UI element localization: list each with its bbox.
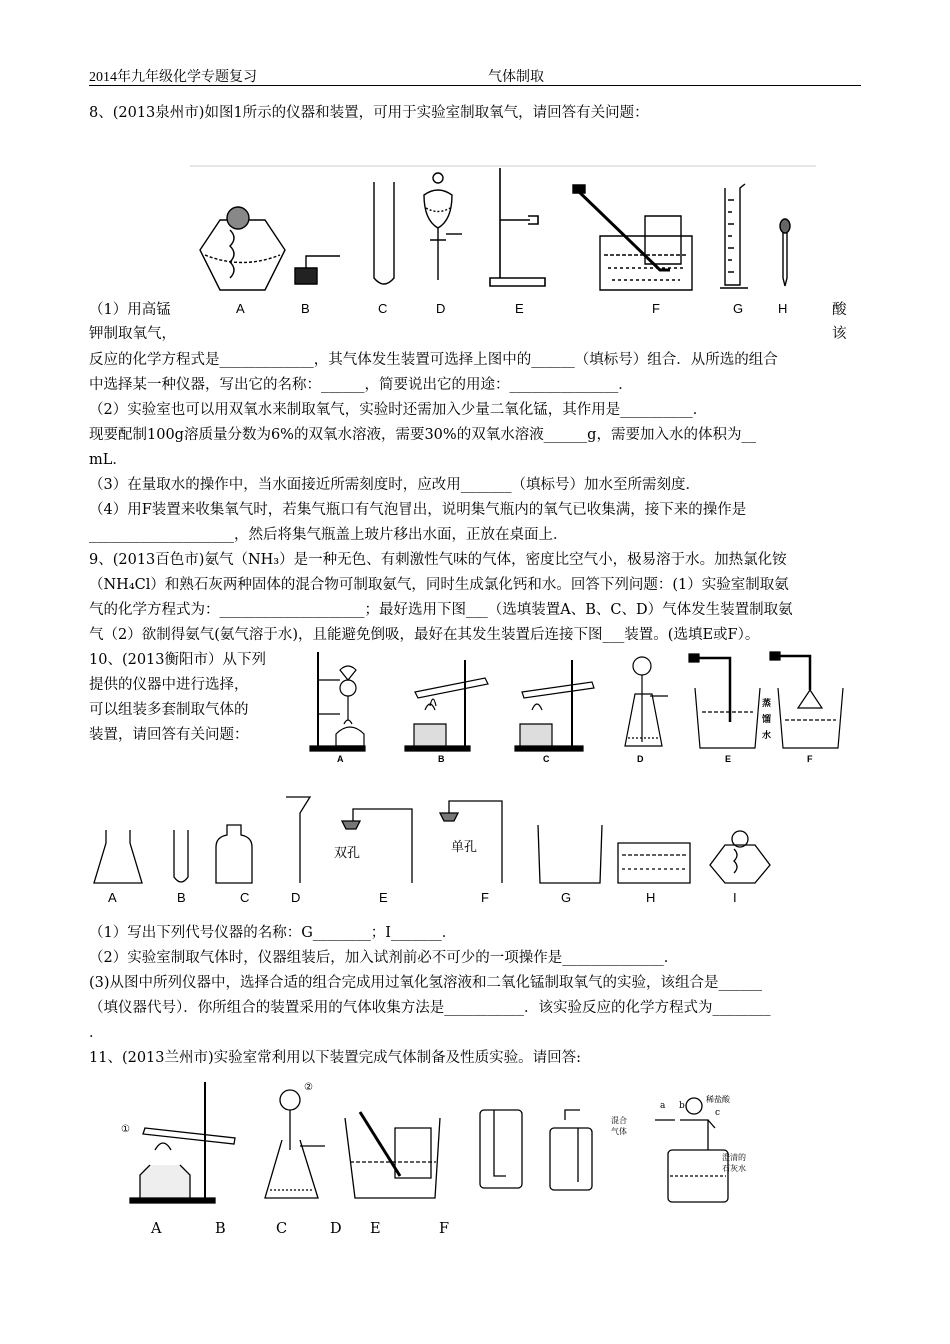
figure-label-b: B xyxy=(215,1221,226,1237)
q8-line6: （3）在量取水的操作中，当水面接近所需刻度时，应改用_______（填标号）加水至所需刻度． xyxy=(89,477,700,493)
figure-label-h: H xyxy=(778,301,788,316)
figure-label-f: F xyxy=(481,890,489,905)
figure-label-d: D xyxy=(291,890,301,905)
q10-line5: ． xyxy=(89,1025,104,1041)
figure-label-e: E xyxy=(379,890,388,905)
q8-line4: 现要配制100g溶质量分数为6%的双氧水溶液，需要30%的双氧水溶液______g，需要加入水的体积为__ xyxy=(89,427,756,443)
alcohol-lamp-icon xyxy=(200,207,285,290)
q10-intro-4: 装置，请回答有关问题： xyxy=(89,727,249,743)
header-left: 2014年九年级化学专题复习 xyxy=(89,70,257,85)
q9-line3: 气的化学方程式为：____________________；最好选用下图___（选填装置A、B、C、D）气体发生装置制取氨 xyxy=(89,602,793,618)
header-rule xyxy=(89,85,861,86)
q11-label-c: c xyxy=(715,1108,721,1118)
q9-line1: 9、(2013百色市)氨气（NH₃）是一种无色、有刺激性气味的气体，密度比空气小，极易溶于水。加热氯化铵 xyxy=(89,552,787,568)
figure-label-c: C xyxy=(276,1221,288,1237)
figure-label-f: F xyxy=(652,301,660,316)
q8-p1c: 酸 xyxy=(832,302,847,318)
q11-label-b: b xyxy=(679,1101,685,1111)
q8-line2: 中选择某一种仪器，写出它的名称：______，简要说出它的用途：_______________． xyxy=(89,377,633,393)
q10-intro-1: 10、(2013衡阳市）从下列 xyxy=(89,652,267,668)
q8-p1d: 该 xyxy=(832,326,847,342)
figure-label-e: E xyxy=(725,754,732,764)
q11-apparatus-figure xyxy=(110,1080,760,1205)
q8-p1b: 钾制取氧气， xyxy=(89,326,176,342)
figure-label-e: E xyxy=(370,1221,381,1237)
figure-label-c: C xyxy=(543,754,550,764)
figure-label-a: A xyxy=(236,301,245,316)
q8-line5: mL． xyxy=(89,452,127,468)
q10-line3: (3)从图中所列仪器中，选择合适的组合完成用过氧化氢溶液和二氧化锰制取氧气的实验，该组合是______ xyxy=(89,975,763,991)
distilled-water-char-3: 水 xyxy=(762,730,772,740)
q8-line1: 反应的化学方程式是_____________，其气体发生装置可选择上图中的______（填标号）组合．从所选的组合 xyxy=(89,352,778,368)
stopper-tube-icon xyxy=(295,256,340,284)
figure-label-i: I xyxy=(733,890,737,905)
q10-instrument-figure xyxy=(90,795,790,890)
distilled-water-char-2: 馏 xyxy=(762,714,772,724)
q11-title: 11、(2013兰州市)实验室常利用以下装置完成气体制备及性质实验。请回答: xyxy=(89,1050,582,1066)
q8-line3: （2）实验室也可以用双氧水来制取氧气，实验时还需加入少量二氧化锰，其作用是__________． xyxy=(89,402,708,418)
figure-label-b: B xyxy=(301,301,310,316)
q11-circle-2: ② xyxy=(304,1082,313,1093)
q9-line2: （NH₄Cl）和熟石灰两种固体的混合物可制取氨气，同时生成氯化钙和水。回答下列问题：(1）实验室制取氨 xyxy=(89,577,789,593)
q11-limewater-2: 石灰水 xyxy=(722,1164,746,1173)
distilled-water-char-1: 蒸 xyxy=(762,698,772,708)
q8-line8: ____________________，然后将集气瓶盖上玻片移出水面，正放在桌面上． xyxy=(89,527,568,543)
q11-mixgas-2: 气体 xyxy=(611,1127,627,1136)
q10-intro-3: 可以组装多套制取气体的 xyxy=(89,702,249,718)
double-hole-label: 双孔 xyxy=(334,845,361,860)
figure-label-c: C xyxy=(378,301,388,316)
q10-line1: （1）写出下列代号仪器的名称：G________；I_______． xyxy=(89,925,457,941)
figure-label-d: D xyxy=(637,754,644,764)
single-hole-label: 单孔 xyxy=(451,839,478,854)
figure-label-b: B xyxy=(177,890,186,905)
figure-label-d: D xyxy=(330,1221,342,1237)
q11-circle-1: ① xyxy=(121,1124,130,1135)
figure-label-e: E xyxy=(515,301,524,316)
figure-label-g: G xyxy=(733,301,744,316)
water-trough-icon xyxy=(573,185,692,290)
q8-p1a: （1）用高锰 xyxy=(89,302,171,318)
q10-intro-2: 提供的仪器中进行选择， xyxy=(89,677,249,693)
separatory-funnel-icon xyxy=(424,173,462,280)
q11-mixgas-1: 混合 xyxy=(611,1116,627,1125)
figure-label-a: A xyxy=(108,890,117,905)
figure-label-g: G xyxy=(561,890,572,905)
figure-label-f: F xyxy=(807,754,813,764)
figure-label-b: B xyxy=(438,754,445,764)
figure-label-d: D xyxy=(436,301,446,316)
test-tube-icon xyxy=(374,182,394,284)
dropper-icon xyxy=(780,219,790,286)
q11-limewater-1: 澄清的 xyxy=(722,1153,746,1162)
q9-line4: 气（2）欲制得氨气(氨气溶于水)，且能避免倒吸，最好在其发生装置后连接下图___装置。(选填E或F）。 xyxy=(89,627,760,643)
figure-label-a: A xyxy=(337,754,344,764)
figure-label-h: H xyxy=(646,890,656,905)
graduated-cylinder-icon xyxy=(720,184,748,288)
figure-label-a: A xyxy=(151,1221,162,1237)
iron-stand-icon xyxy=(490,168,545,286)
figure-label-c: C xyxy=(240,890,250,905)
header-center: 气体制取 xyxy=(488,70,544,85)
q11-label-a: a xyxy=(660,1101,666,1111)
q8-title: 8、(2013泉州市)如图1所示的仪器和装置，可用于实验室制取氧气，请回答有关问题： xyxy=(89,105,649,121)
q8-line7: （4）用F装置来收集氧气时，若集气瓶口有气泡冒出，说明集气瓶内的氧气已收集满，接下来的操作是 xyxy=(89,502,747,518)
q10-line4: （填仪器代号）．你所组合的装置采用的气体收集方法是___________．该实验反应的化学方程式为________ xyxy=(89,1000,771,1016)
q10-line2: （2）实验室制取气体时，仪器组装后，加入试剂前必不可少的一项操作是______________． xyxy=(89,950,679,966)
figure-label-f: F xyxy=(439,1221,450,1237)
q8-apparatus-figure xyxy=(180,160,830,310)
q10-setup-figure xyxy=(300,650,840,760)
q11-acid-label: 稀盐酸 xyxy=(706,1095,730,1104)
